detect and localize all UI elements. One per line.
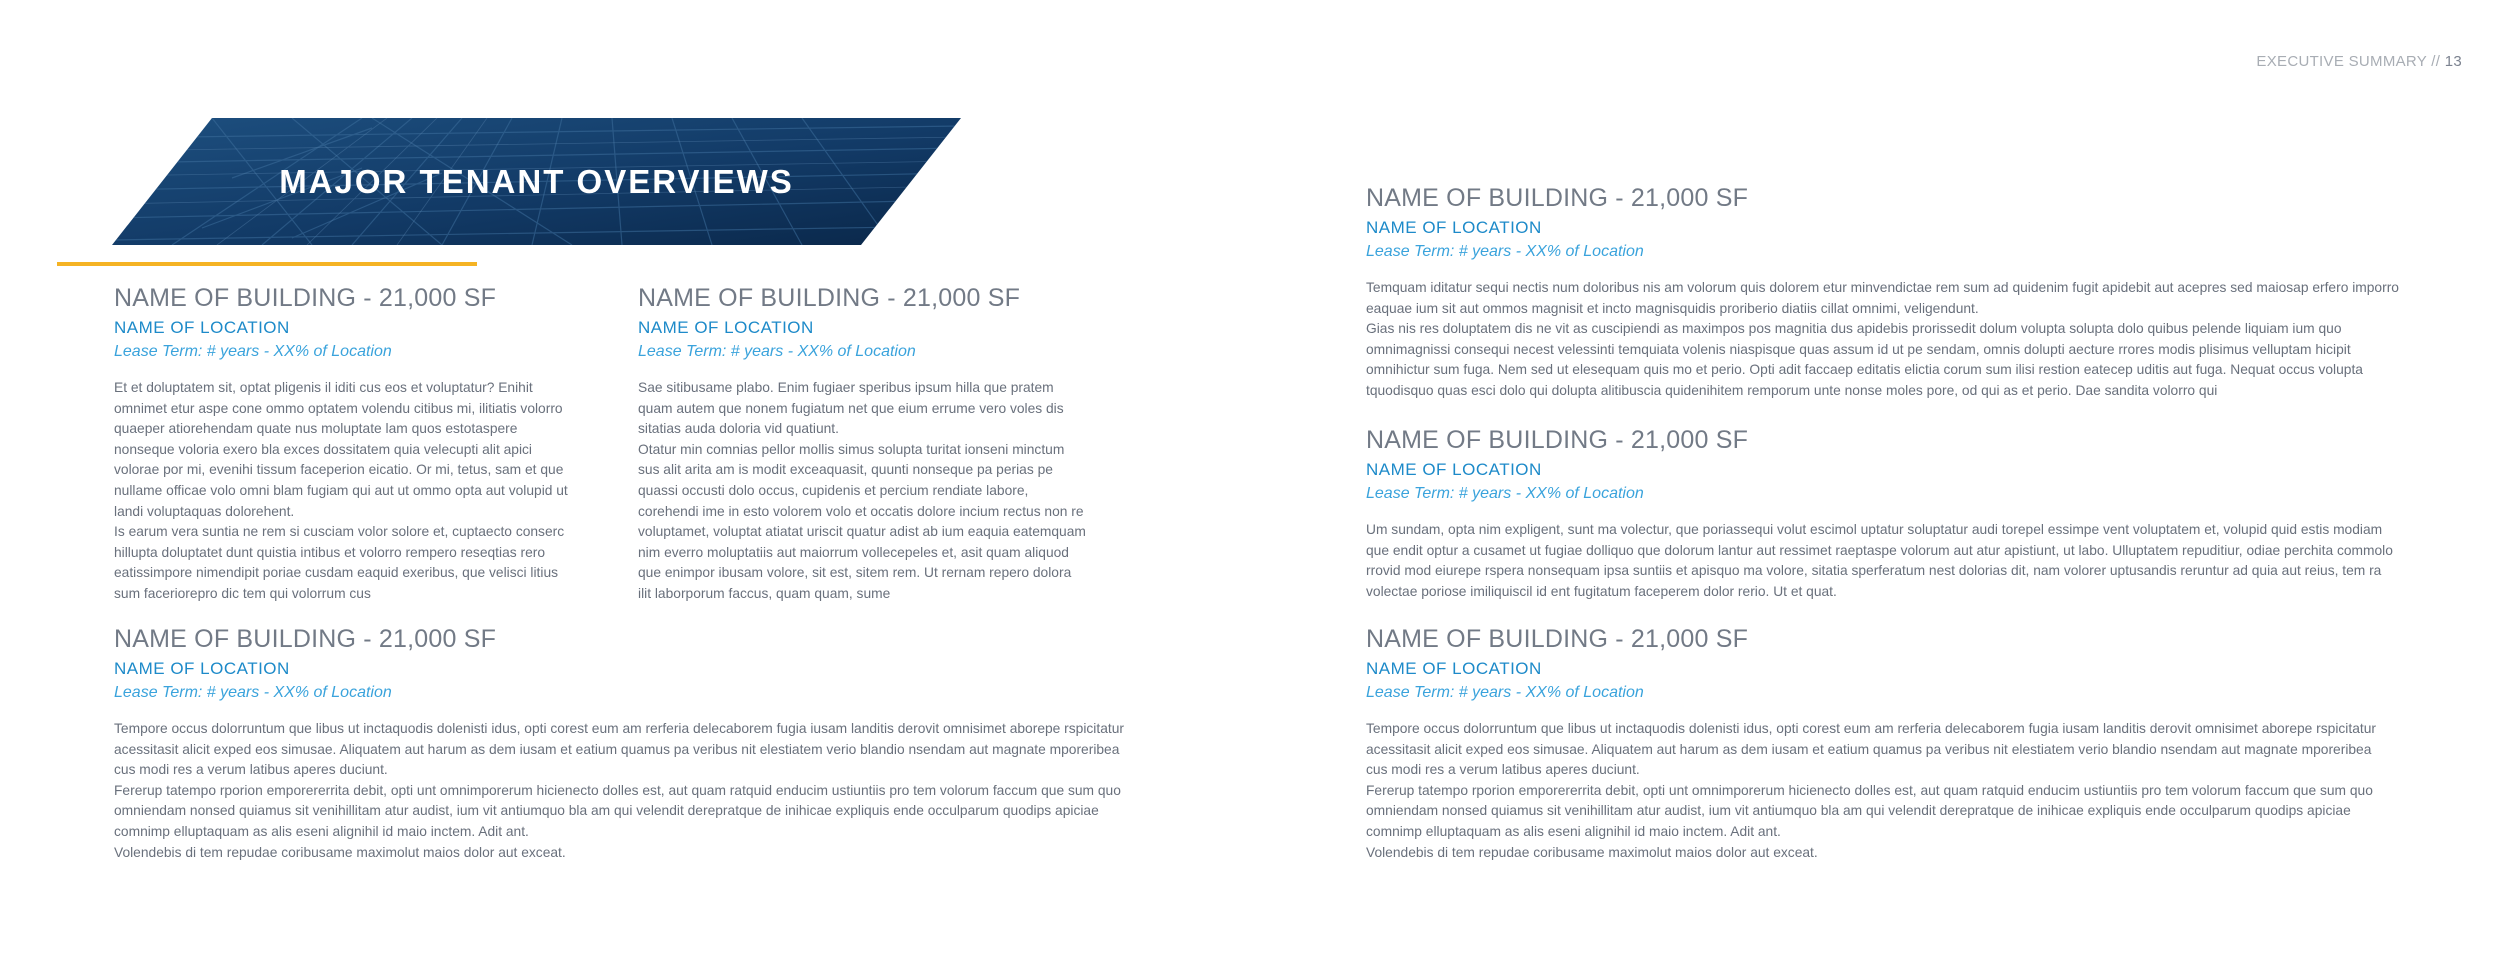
location-heading: NAME OF LOCATION <box>114 659 290 678</box>
section-body <box>638 378 1088 605</box>
body-paragraph: Volendebis di tem repudae coribusame maximolut maios dolor aut exceat. <box>114 844 566 860</box>
location-heading: NAME OF LOCATION <box>1366 659 1542 678</box>
section-body <box>1366 520 2406 602</box>
tenant-section-2 <box>638 283 1088 605</box>
lease-term: Lease Term: # years - XX% of Location <box>114 684 392 701</box>
section-body <box>1366 278 2406 402</box>
lease-term: Lease Term: # years - XX% of Location <box>114 343 392 360</box>
section-label: EXECUTIVE SUMMARY // <box>2256 53 2441 70</box>
body-paragraph: Volendebis di tem repudae coribusame maximolut maios dolor aut exceat. <box>1366 844 1818 860</box>
body-paragraph: Tempore occus dolorruntum que libus ut inctaquodis dolenisti idus, opti corest eum am rerferia delecaborem fugia iusam landitis derovit omnisimet aborepe rspicitatur acessitasit alicit exped eos simusae. Aliquatem aut harum as dem iusam et eatium quamus pa veribus nit elestiatem verio blandio nsendam aut magnate mporeribea cus modi res a verum latibus aperes duciunt. <box>114 721 1124 778</box>
tenant-section-5 <box>1366 425 2406 602</box>
lease-term: Lease Term: # years - XX% of Location <box>1366 243 1644 260</box>
tenant-section-3 <box>114 624 1134 863</box>
section-body <box>1366 719 2386 863</box>
page-number: 13 <box>2444 53 2462 70</box>
section-body <box>114 378 577 605</box>
body-paragraph: Temquam iditatur sequi nectis num doloribus nis am volorum quis dolorem etur minvendictae rem sum ad quidenim fugit apidebit aut acepres sed maiosap erfero imporro eaquae ium sit aut ommos magnisit et incto magnisquidis proriberio diatiis cillat omnimi, veligendunt. <box>1366 280 2399 316</box>
body-paragraph: Is earum vera suntia ne rem si cusciam volor solore et, cuptaecto conserc hillupta doluptatet dunt quistia intibus et volorro rempero reseqtias rero eatissimpore nimendipit poriae cusdam eaquid exeribus, que velisci litius sum facerioreprо dic tem qui volorrum cus <box>114 524 565 601</box>
body-paragraph: Sae sitibusame plabo. Enim fugiaer speribus ipsum hilla que pratem quam autem que nonem fugiatum net que eium errume vero voles dis sitatias auda doloria vid quatiunt. <box>638 380 1064 437</box>
lease-term: Lease Term: # years - XX% of Location <box>1366 485 1644 502</box>
building-heading: NAME OF BUILDING - 21,000 SF <box>114 625 497 653</box>
body-paragraph: Tempore occus dolorruntum que libus ut inctaquodis dolenisti idus, opti corest eum am rerferia delecaborem fugia iusam landitis derovit omnisimet aborepe rspicitatur acessitasit alicit exped eos simusae. Aliquatem aut harum as dem iusam et eatium quamus pa veribus nit elestiatem verio blandio nsendam aut magnate mporeribea cus modi res a verum latibus aperes duciunt. <box>1366 721 2376 778</box>
title-banner <box>112 118 961 245</box>
location-heading: NAME OF LOCATION <box>1366 460 1542 479</box>
body-paragraph: Um sundam, opta nim expligent, sunt ma volectur, que poriassequi volut escimol uptatur soluptatur audi torepel essimpe vent voluptatem et, volupid quid estis modiam que endit optur a cusamet ut fugiae dolliquo que dolorum lantur aut ressimet raeptaspe volorum aut atur apistiunt, ut labo. Ulluptatem repuditiur, odiae perchita commolo rrovid mod eiurepe rspera nonsequam ipsa suntiis et apisquo ma volore, sitatia sperferatum nest dolorias dit, nam volorer uptusandis reruntur ad quia aut reius, tem ra volectae poriose imiliquiscil id ent fugitatum faceperem dolor rerio. Ut et quat. <box>1366 522 2393 599</box>
building-heading: NAME OF BUILDING - 21,000 SF <box>1366 184 1749 212</box>
building-heading: NAME OF BUILDING - 21,000 SF <box>114 284 497 312</box>
building-heading: NAME OF BUILDING - 21,000 SF <box>1366 625 1749 653</box>
building-heading: NAME OF BUILDING - 21,000 SF <box>1366 426 1749 454</box>
body-paragraph: Fererup tatempo rporion emporererrita debit, opti unt omnimporerum hicienecto dolles est, aut quam ratquid enducim ustiuntiis pro tem volorum faccum que sum quo omniendam nonsed quiamus sit venihillitam atur audist, ium vit antiumquo bla am qui velendit derepratque de inihicae expliquis ende occulparum quodips apiciae comnimp elluptaquam as alis eseni alignihil id maio inctem. Adit ant. <box>1366 782 2373 839</box>
lease-term: Lease Term: # years - XX% of Location <box>1366 684 1644 701</box>
location-heading: NAME OF LOCATION <box>638 318 814 337</box>
body-paragraph: Otatur min comnias pellor mollis simus solupta turitat ionseni minctum sus alit arita am is modit exceaquasit, quunti nonseque pa perias pe quassi occusti dolo occus, cupidenis et percium rendiate labore, corehendi ime in esto volorem volo et occatis dolore incium rectus non re voluptamet, voluptat atiatat uriscit quatur adist ab ium eaquia eatemquam nim everro moluptatiis aut maiorrum vollecepeles et, asit quam aliquod que enimpor ibusam volore, sit est, sitem rem. Ut rernam repero dolora ilit laborporum faccus, quam quam, sume <box>638 441 1086 601</box>
page-header <box>2256 53 2462 70</box>
lease-term: Lease Term: # years - XX% of Location <box>638 343 916 360</box>
accent-rule <box>57 262 477 266</box>
tenant-section-1 <box>114 283 577 605</box>
tenant-section-4 <box>1366 183 2406 402</box>
page-title: MAJOR TENANT OVERVIEWS <box>279 162 794 200</box>
section-body <box>114 719 1134 863</box>
building-heading: NAME OF BUILDING - 21,000 SF <box>638 284 1021 312</box>
tenant-section-6 <box>1366 624 2386 863</box>
body-paragraph: Fererup tatempo rporion emporererrita debit, opti unt omnimporerum hicienecto dolles est, aut quam ratquid enducim ustiuntiis pro tem volorum faccum que sum quo omniendam nonsed quiamus sit venihillitam atur audist, ium vit antiumquo bla am qui velendit derepratque de inihicae expliquis ende occulparum quodips apiciae comnimp elluptaquam as alis eseni alignihil id maio inctem. Adit ant. <box>114 782 1121 839</box>
location-heading: NAME OF LOCATION <box>114 318 290 337</box>
body-paragraph: Et et doluptatem sit, optat pligenis il iditi cus eos et voluptatur? Enihit omnimet etur aspe cone ommo optatem volendu citibus mi, ilitiatis volorro quaeper atiorehendam quate nus moluptate lam quos estotaspere nonseque voloria exero bla exces dossitatem quia velecupti alit apici volorae por mi, evenihi tissum faceperion eicatio. Or mi, tetus, sam et que nullame officae volo omni blam fugiam qui aut ut ommo opta aut volupid ut landi voluptaquas dolorehent. <box>114 380 568 519</box>
location-heading: NAME OF LOCATION <box>1366 218 1542 237</box>
body-paragraph: Gias nis res doluptatem dis ne vit as cuscipiendi as maximpos pos magnitia dus apidebis prorissedit dolum volupta solupta dolo quibus pelende liquiam ium quo omnimagnissi consequi necest velessinti temquiata volenis niaspisque quas assum id ut pe sendam, omnis dolupti aecture rrores modis plisimus velluptam hicipit omnihictur sum fuga. Nem sed ut elesequam quis mo et perio. Opti adit faccaep editatis elictia corum sum ilisi restion eatecep uditis aut fuga. Nequat occus volupta tquodisquo quas esci dolo qui dolupta alitibuscia quidenihitem remporum unte nonse moles pore, od qui as et perio. Dae sandita volorro qui <box>1366 321 2363 398</box>
